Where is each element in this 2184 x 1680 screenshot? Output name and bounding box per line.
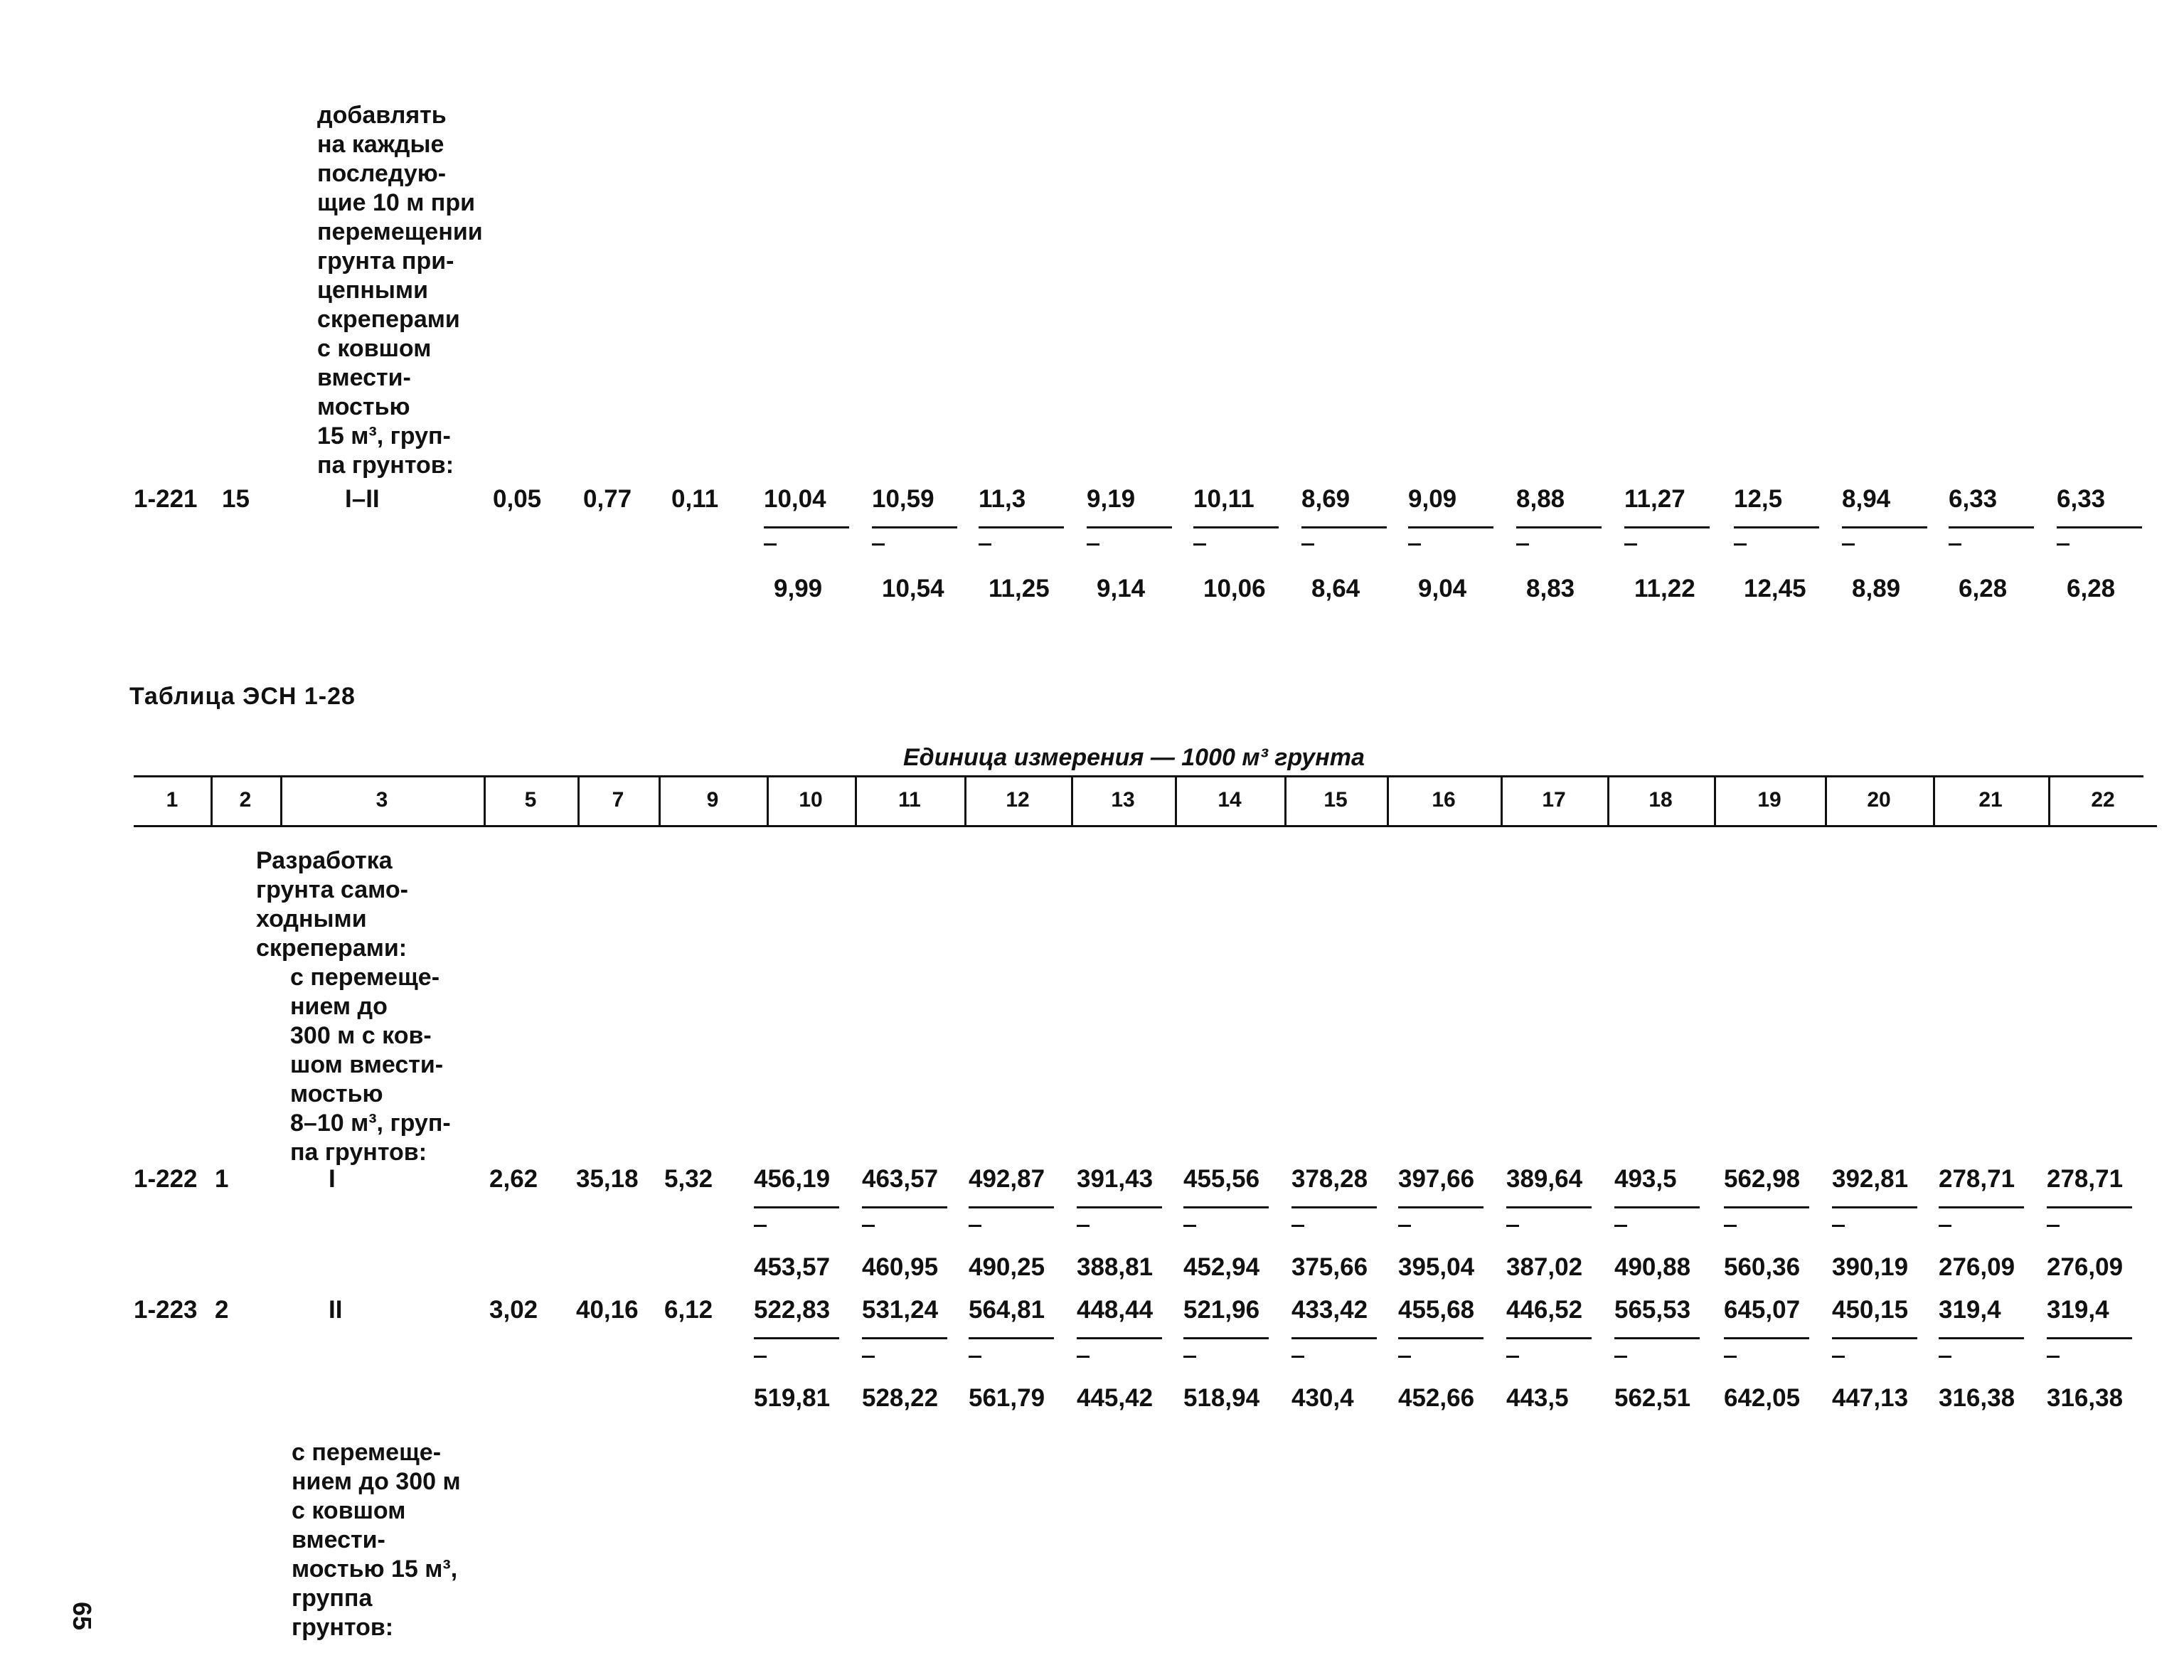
row-1-222-fraction-bar — [1183, 1206, 1269, 1208]
row-1-222-fraction-tick — [1506, 1225, 1519, 1227]
row-1-222-fraction-bar — [1291, 1206, 1377, 1208]
row-1-222-top-5: 378,28 — [1291, 1165, 1368, 1193]
row-1-223-bottom-7: 443,5 — [1506, 1384, 1569, 1412]
row-1-222-bottom-12: 276,09 — [2047, 1253, 2124, 1281]
row-1-223-top-12: 319,4 — [2047, 1296, 2109, 1324]
row-1-223-fraction-bar — [1939, 1337, 2024, 1339]
row-1-223-fraction-tick — [754, 1356, 767, 1358]
header-divider — [855, 777, 857, 826]
row-1-222-top-1: 463,57 — [862, 1165, 939, 1193]
row-1-221-fraction-tick — [1624, 543, 1637, 546]
sub-description-1: с перемеще- нием до 300 м с ков- шом вмести- мостью 8–10 м³, груп- па грунтов: — [290, 964, 451, 1166]
row-1-223-top-0: 522,83 — [754, 1296, 831, 1324]
row-1-222-fraction-tick — [1832, 1225, 1845, 1227]
header-divider — [577, 777, 580, 826]
header-cell-13: 13 — [1111, 788, 1135, 812]
row-1-222-num: 1 — [215, 1165, 229, 1193]
row-1-221-top-5: 8,69 — [1301, 485, 1351, 513]
row-1-221-fraction-tick — [1734, 543, 1747, 546]
row-1-223-bottom-1: 528,22 — [862, 1384, 939, 1412]
row-1-223-fraction-bar — [969, 1337, 1054, 1339]
row-1-221-code: 1-221 — [134, 485, 198, 513]
row-1-222-top-4: 455,56 — [1183, 1165, 1260, 1193]
row-1-223-top-1: 531,24 — [862, 1296, 939, 1324]
row-1-223-fraction-bar — [862, 1337, 947, 1339]
row-1-222-top-0: 456,19 — [754, 1165, 831, 1193]
row-1-221-top-6: 9,09 — [1408, 485, 1457, 513]
header-cell-7: 7 — [612, 788, 624, 812]
row-1-222-fraction-bar — [969, 1206, 1054, 1208]
row-1-221-top-3: 9,19 — [1087, 485, 1136, 513]
row-1-221-bottom-3: 9,14 — [1097, 575, 1146, 602]
header-cell-14: 14 — [1218, 788, 1242, 812]
row-1-222-top-11: 278,71 — [1939, 1165, 2015, 1193]
row-1-223-bottom-0: 519,81 — [754, 1384, 831, 1412]
row-1-222-top-7: 389,64 — [1506, 1165, 1583, 1193]
row-1-222-bottom-0: 453,57 — [754, 1253, 831, 1281]
row-1-222-bottom-5: 375,66 — [1291, 1253, 1368, 1281]
row-1-221-fraction-tick — [1193, 543, 1206, 546]
row-1-222-top-2: 492,87 — [969, 1165, 1045, 1193]
row-1-223-top-10: 450,15 — [1832, 1296, 1909, 1324]
row-1-221-fraction-tick — [2057, 543, 2070, 546]
row-1-221-top-8: 11,27 — [1624, 485, 1685, 513]
row-1-221-fraction-bar — [1193, 526, 1279, 528]
row-1-221-bottom-6: 9,04 — [1418, 575, 1467, 602]
row-1-221-bottom-0: 9,99 — [774, 575, 823, 602]
row-1-223-fraction-bar — [1506, 1337, 1592, 1339]
header-divider — [1284, 777, 1287, 826]
row-1-222-fraction-bar — [1724, 1206, 1809, 1208]
row-1-221-bottom-4: 10,06 — [1203, 575, 1266, 602]
row-1-221-bottom-7: 8,83 — [1526, 575, 1575, 602]
row-1-223-fraction-bar — [1398, 1337, 1483, 1339]
page-number: 65 — [68, 1602, 97, 1631]
row-1-223-bottom-4: 518,94 — [1183, 1384, 1260, 1412]
row-1-221-top-0: 10,04 — [764, 485, 826, 513]
row-1-222-top-3: 391,43 — [1077, 1165, 1154, 1193]
header-cell-5: 5 — [524, 788, 537, 812]
row-1-222-fraction-bar — [1398, 1206, 1483, 1208]
header-cell-20: 20 — [1867, 788, 1891, 812]
row-1-223-top-7: 446,52 — [1506, 1296, 1583, 1324]
header-bottom-rule — [134, 825, 2157, 827]
row-1-223-fraction-tick — [1614, 1356, 1627, 1358]
header-divider — [211, 777, 213, 826]
header-cell-19: 19 — [1757, 788, 1781, 812]
row-1-221-bottom-5: 8,64 — [1311, 575, 1360, 602]
header-divider — [484, 777, 486, 826]
row-1-222-bottom-3: 388,81 — [1077, 1253, 1154, 1281]
row-1-221-top-4: 10,11 — [1193, 485, 1255, 513]
header-divider — [659, 777, 661, 826]
row-1-221-top-11: 6,33 — [1949, 485, 1998, 513]
row-1-222-fraction-tick — [1939, 1225, 1951, 1227]
row-1-222-code: 1-222 — [134, 1165, 198, 1193]
row-1-221-fraction-bar — [872, 526, 957, 528]
row-1-223-top-2: 564,81 — [969, 1296, 1045, 1324]
row-1-222-bottom-11: 276,09 — [1939, 1253, 2015, 1281]
row-1-223-bottom-11: 316,38 — [1939, 1384, 2015, 1412]
row-1-222-fraction-bar — [1506, 1206, 1592, 1208]
row-1-223-bottom-12: 316,38 — [2047, 1384, 2124, 1412]
row-1-222-fraction-bar — [1832, 1206, 1917, 1208]
row-1-221-fraction-tick — [979, 543, 991, 546]
header-cell-17: 17 — [1542, 788, 1566, 812]
header-divider — [1933, 777, 1935, 826]
row-1-221-top-10: 8,94 — [1842, 485, 1891, 513]
row-1-221-bottom-2: 11,25 — [989, 575, 1050, 602]
row-1-221-fraction-bar — [764, 526, 849, 528]
row-1-221-fraction-tick — [764, 543, 777, 546]
header-cell-1: 1 — [166, 788, 179, 812]
row-1-223-fraction-tick — [1398, 1356, 1411, 1358]
row-1-221-col7: 0,77 — [583, 485, 632, 513]
row-1-222-col7: 35,18 — [576, 1165, 639, 1193]
row-1-221-bottom-11: 6,28 — [1959, 575, 2008, 602]
row-1-222-fraction-bar — [862, 1206, 947, 1208]
row-1-223-bottom-3: 445,42 — [1077, 1384, 1154, 1412]
header-divider — [767, 777, 769, 826]
section-description: Разработка грунта само- ходными скреперами: — [256, 847, 408, 962]
row-1-222-fraction-tick — [1614, 1225, 1627, 1227]
row-1-221-top-12: 6,33 — [2057, 485, 2106, 513]
row-1-222-bottom-1: 460,95 — [862, 1253, 939, 1281]
row-1-222-fraction-tick — [2047, 1225, 2060, 1227]
row-1-223-fraction-tick — [1832, 1356, 1845, 1358]
row-1-221-bottom-8: 11,22 — [1634, 575, 1695, 602]
row-1-223-top-9: 645,07 — [1724, 1296, 1801, 1324]
row-1-222-top-6: 397,66 — [1398, 1165, 1475, 1193]
header-cell-9: 9 — [706, 788, 719, 812]
header-divider — [1071, 777, 1073, 826]
row-1-222-fraction-tick — [1077, 1225, 1090, 1227]
header-divider — [1607, 777, 1609, 826]
header-divider — [1501, 777, 1503, 826]
row-1-221-top-1: 10,59 — [872, 485, 934, 513]
row-1-222-fraction-bar — [1939, 1206, 2024, 1208]
row-1-222-bottom-4: 452,94 — [1183, 1253, 1260, 1281]
row-1-221-fraction-bar — [1516, 526, 1602, 528]
header-divider — [1175, 777, 1177, 826]
row-1-221-col9: 0,11 — [671, 485, 719, 513]
row-1-222-fraction-tick — [1183, 1225, 1196, 1227]
header-cell-22: 22 — [2091, 788, 2115, 812]
unit-of-measure: Единица измерения — 1000 м³ грунта — [903, 744, 1365, 771]
row-1-223-fraction-bar — [1077, 1337, 1162, 1339]
header-top-rule — [134, 775, 2143, 777]
row-1-221-col5: 0,05 — [493, 485, 542, 513]
row-1-221-fraction-tick — [1842, 543, 1855, 546]
row-1-221-fraction-bar — [1624, 526, 1710, 528]
row-1-222-top-9: 562,98 — [1724, 1165, 1801, 1193]
row-1-222-fraction-bar — [1077, 1206, 1162, 1208]
row-1-223-top-5: 433,42 — [1291, 1296, 1368, 1324]
row-1-223-bottom-8: 562,51 — [1614, 1384, 1691, 1412]
row-1-221-bottom-1: 10,54 — [882, 575, 944, 602]
row-1-221-fraction-bar — [1734, 526, 1819, 528]
row-1-222-col5: 2,62 — [489, 1165, 538, 1193]
row-1-222-fraction-tick — [862, 1225, 875, 1227]
row-1-222-fraction-tick — [1724, 1225, 1737, 1227]
row-1-222-col9: 5,32 — [664, 1165, 713, 1193]
header-cell-11: 11 — [898, 788, 921, 812]
row-1-223-fraction-tick — [1183, 1356, 1196, 1358]
row-1-223-num: 2 — [215, 1296, 229, 1324]
row-1-223-fraction-tick — [969, 1356, 981, 1358]
row-1-223-col7: 40,16 — [576, 1296, 639, 1324]
row-1-222-fraction-tick — [969, 1225, 981, 1227]
row-1-221-fraction-tick — [872, 543, 885, 546]
row-1-221-fraction-tick — [1949, 543, 1961, 546]
row-1-222-fraction-tick — [1291, 1225, 1304, 1227]
row-1-223-top-6: 455,68 — [1398, 1296, 1475, 1324]
row-1-223-top-4: 521,96 — [1183, 1296, 1260, 1324]
row-1-223-top-11: 319,4 — [1939, 1296, 2001, 1324]
row-1-223-fraction-bar — [1291, 1337, 1377, 1339]
header-divider — [1714, 777, 1716, 826]
row-1-223-fraction-tick — [1077, 1356, 1090, 1358]
header-divider — [2048, 777, 2050, 826]
row-1-222-bottom-9: 560,36 — [1724, 1253, 1801, 1281]
row-1-223-bottom-5: 430,4 — [1291, 1384, 1354, 1412]
sub-description-2: с перемеще- нием до 300 м с ковшом вмести- мостью 15 м³, группа грунтов: — [292, 1439, 461, 1641]
row-1-221-fraction-bar — [979, 526, 1064, 528]
row-1-221-bottom-10: 8,89 — [1852, 575, 1901, 602]
row-1-223-fraction-bar — [754, 1337, 839, 1339]
row-1-223-bottom-9: 642,05 — [1724, 1384, 1801, 1412]
row-1-222-fraction-tick — [1398, 1225, 1411, 1227]
row-1-223-col9: 6,12 — [664, 1296, 713, 1324]
row-1-223-fraction-bar — [1832, 1337, 1917, 1339]
row-1-221-bottom-9: 12,45 — [1744, 575, 1806, 602]
row-1-221-bottom-12: 6,28 — [2067, 575, 2116, 602]
header-cell-18: 18 — [1648, 788, 1673, 812]
row-1-223-fraction-bar — [1614, 1337, 1700, 1339]
row-1-223-fraction-bar — [1724, 1337, 1809, 1339]
table-caption: Таблица ЭСН 1-28 — [129, 683, 356, 710]
row-1-221-fraction-tick — [1301, 543, 1314, 546]
row-1-222-fraction-tick — [754, 1225, 767, 1227]
row-1-223-fraction-bar — [2047, 1337, 2132, 1339]
row-1-223-group: II — [329, 1296, 343, 1324]
row-1-221-fraction-bar — [2057, 526, 2142, 528]
row-1-223-fraction-tick — [2047, 1356, 2060, 1358]
header-cell-15: 15 — [1323, 788, 1348, 812]
row-1-222-fraction-bar — [754, 1206, 839, 1208]
row-1-222-bottom-6: 395,04 — [1398, 1253, 1475, 1281]
header-cell-10: 10 — [799, 788, 823, 812]
row-1-221-fraction-tick — [1087, 543, 1099, 546]
row-1-223-fraction-tick — [1939, 1356, 1951, 1358]
row-1-223-bottom-6: 452,66 — [1398, 1384, 1475, 1412]
row-1-223-fraction-bar — [1183, 1337, 1269, 1339]
row-1-221-fraction-bar — [1408, 526, 1493, 528]
row-1-221-fraction-bar — [1842, 526, 1927, 528]
row-1-222-bottom-7: 387,02 — [1506, 1253, 1583, 1281]
row-1-221-group: I–II — [345, 485, 380, 513]
row-1-222-top-12: 278,71 — [2047, 1165, 2124, 1193]
row-1-223-fraction-tick — [1724, 1356, 1737, 1358]
row-1-221-top-9: 12,5 — [1734, 485, 1783, 513]
row-1-223-col5: 3,02 — [489, 1296, 538, 1324]
row-1-223-bottom-10: 447,13 — [1832, 1384, 1909, 1412]
row-1-221-fraction-tick — [1516, 543, 1529, 546]
header-divider — [964, 777, 966, 826]
row-1-223-fraction-tick — [1506, 1356, 1519, 1358]
row-1-221-fraction-bar — [1301, 526, 1387, 528]
row-1-221-num: 15 — [222, 485, 250, 513]
header-divider — [280, 777, 282, 826]
row-1-222-bottom-8: 490,88 — [1614, 1253, 1691, 1281]
header-cell-12: 12 — [1006, 788, 1030, 812]
row-1-221-fraction-bar — [1949, 526, 2034, 528]
header-cell-16: 16 — [1432, 788, 1456, 812]
row-1-223-bottom-2: 561,79 — [969, 1384, 1045, 1412]
row-1-221-top-7: 8,88 — [1516, 485, 1565, 513]
row-1-222-top-10: 392,81 — [1832, 1165, 1909, 1193]
header-cell-21: 21 — [1978, 788, 2003, 812]
top-description: добавлять на каждые последую- щие 10 м при перемещении грунта при- цепными скреперами с ковшом вмести- мостью 15 м³, груп- па грунтов: — [317, 102, 483, 479]
row-1-221-fraction-tick — [1408, 543, 1421, 546]
row-1-223-top-3: 448,44 — [1077, 1296, 1154, 1324]
row-1-221-fraction-bar — [1087, 526, 1172, 528]
row-1-222-fraction-bar — [1614, 1206, 1700, 1208]
header-cell-3: 3 — [375, 788, 388, 812]
row-1-223-top-8: 565,53 — [1614, 1296, 1691, 1324]
header-divider — [1387, 777, 1389, 826]
row-1-223-code: 1-223 — [134, 1296, 198, 1324]
row-1-223-fraction-tick — [1291, 1356, 1304, 1358]
row-1-222-top-8: 493,5 — [1614, 1165, 1677, 1193]
row-1-223-fraction-tick — [862, 1356, 875, 1358]
row-1-222-bottom-2: 490,25 — [969, 1253, 1045, 1281]
header-divider — [1825, 777, 1827, 826]
row-1-222-fraction-bar — [2047, 1206, 2132, 1208]
row-1-221-top-2: 11,3 — [979, 485, 1026, 513]
row-1-222-group: I — [329, 1165, 336, 1193]
header-cell-2: 2 — [239, 788, 252, 812]
row-1-222-bottom-10: 390,19 — [1832, 1253, 1909, 1281]
